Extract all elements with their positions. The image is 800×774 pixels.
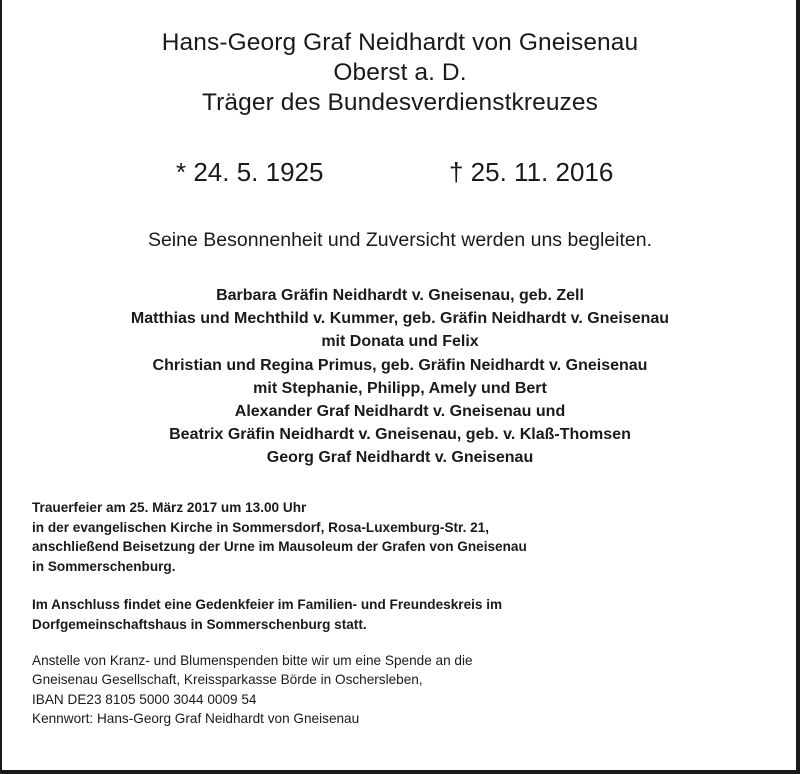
funeral-line: Trauerfeier am 25. März 2017 um 13.00 Uhr	[32, 500, 307, 515]
mourner-line: Beatrix Gräfin Neidhardt v. Gneisenau, geb. v. Klaß-Thomsen	[169, 426, 631, 444]
donation-iban: IBAN DE23 8105 5000 3044 0009 54	[32, 691, 257, 707]
donation-line: Gneisenau Gesellschaft, Kreissparkasse Börde in Oschersleben,	[32, 672, 423, 688]
deceased-rank: Oberst a. D.	[333, 59, 467, 86]
mourner-line: mit Stephanie, Philipp, Amely und Bert	[253, 379, 547, 397]
deceased-header	[0, 28, 800, 118]
memorial-line: Dorfgemeinschaftshaus in Sommerschenburg statt.	[32, 616, 367, 632]
donation-line: Anstelle von Kranz- und Blumenspenden bitte wir um eine Spende an die	[32, 652, 473, 668]
funeral-line: anschließend Beisetzung der Urne im Mausoleum der Grafen von Gneisenau	[32, 539, 527, 555]
mourners-list	[0, 284, 800, 470]
death-date: † 25. 11. 2016	[449, 157, 614, 187]
deceased-honor: Träger des Bundesverdienstkreuzes	[202, 89, 598, 116]
deceased-name: Hans-Georg Graf Neidhardt von Gneisenau	[161, 29, 639, 56]
birth-date: * 24. 5. 1925	[176, 157, 324, 187]
mourner-line: Barbara Gräfin Neidhardt v. Gneisenau, geb. Zell	[216, 287, 584, 304]
mourner-line: Alexander Graf Neidhardt v. Gneisenau und	[234, 403, 566, 421]
mourner-line: Georg Graf Neidhardt v. Gneisenau	[266, 449, 534, 467]
mourner-line: Matthias und Mechthild v. Kummer, geb. Gräfin Neidhardt v. Gneisenau	[130, 310, 670, 328]
funeral-line: in der evangelischen Kirche in Sommersdorf, Rosa-Luxemburg-Str. 21,	[32, 519, 490, 535]
donation-info	[32, 651, 527, 729]
memorial-info	[32, 595, 527, 634]
donation-keyword: Kennwort: Hans-Georg Graf Neidhardt von Gneisenau	[32, 711, 360, 727]
mourner-line: mit Donata und Felix	[321, 333, 479, 351]
memorial-motto: Seine Besonnenheit und Zuversicht werden uns begleiten.	[147, 229, 653, 251]
ceremony-details	[32, 498, 527, 729]
funeral-line: in Sommerschenburg.	[32, 558, 176, 574]
funeral-info	[32, 498, 527, 576]
memorial-line: Im Anschluss findet eine Gedenkfeier im Familien- und Freundeskreis im	[32, 597, 503, 613]
mourner-line: Christian und Regina Primus, geb. Gräfin Neidhardt v. Gneisenau	[152, 356, 648, 374]
